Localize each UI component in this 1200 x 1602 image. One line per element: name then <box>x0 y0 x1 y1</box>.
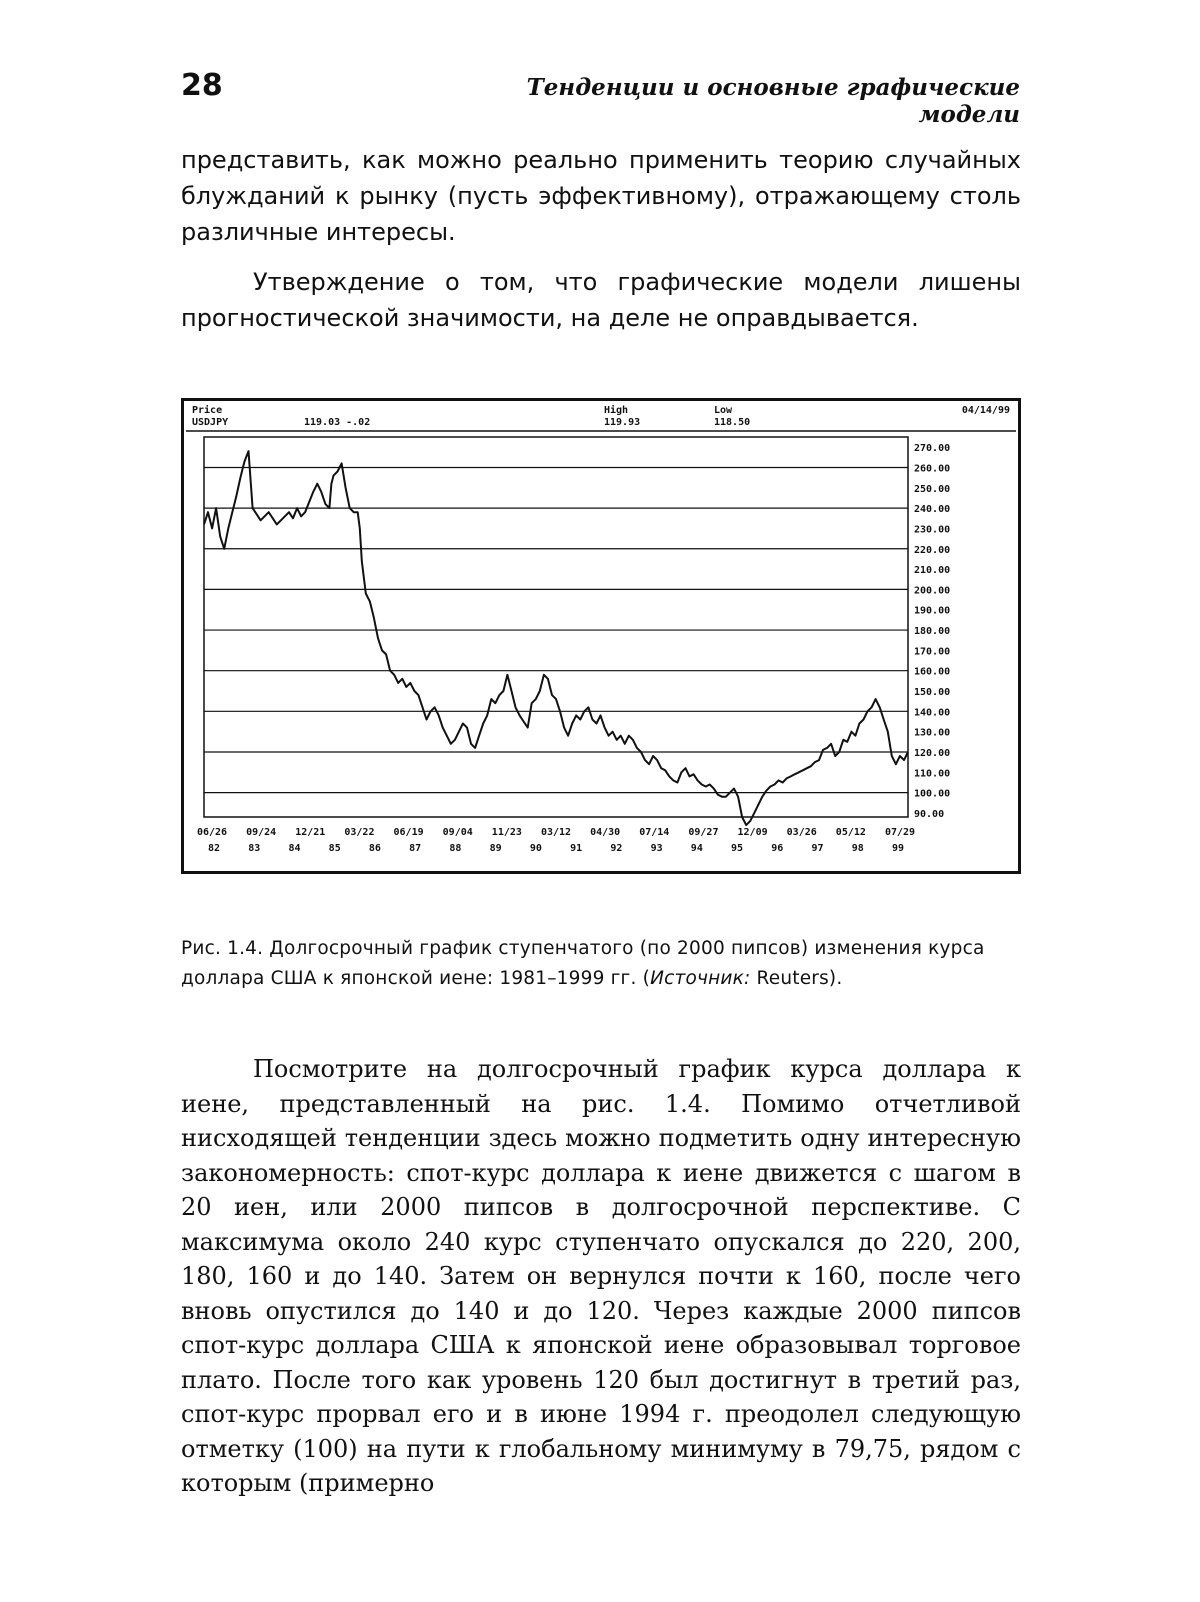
chart-x-date-label: 05/12 <box>835 827 866 838</box>
figure-caption <box>181 934 1021 994</box>
usdjpy-chart <box>181 398 1021 874</box>
chart-x-year-label: 94 <box>690 843 703 854</box>
chart-x-year-label: 89 <box>489 843 502 854</box>
intro-text <box>181 142 1021 350</box>
chart-x-year-label: 85 <box>328 843 341 854</box>
chart-y-tick-label: 140.00 <box>914 707 951 719</box>
chart-high-value: 119.93 <box>604 417 641 428</box>
running-head: Тенденции и основные графические модели <box>526 74 1020 128</box>
chart-x-date-label: 07/29 <box>884 827 916 838</box>
chart-x-date-label: 03/26 <box>786 827 817 838</box>
chart-x-year-label: 88 <box>449 843 462 854</box>
chart-y-tick-label: 200.00 <box>914 585 951 597</box>
chart-x-date-label: 04/30 <box>590 827 621 838</box>
chart-y-tick-label: 170.00 <box>914 646 951 658</box>
chart-date: 04/14/99 <box>961 405 1010 416</box>
chart-x-date-label: 09/04 <box>442 827 473 838</box>
chart-x-date-label: 12/09 <box>737 827 768 838</box>
chart-x-year-label: 92 <box>610 843 623 854</box>
chart-x-year-label: 99 <box>891 843 905 854</box>
chart-high-label: High <box>604 405 629 416</box>
chart-symbol: USDJPY <box>192 417 229 428</box>
chart-y-tick-label: 190.00 <box>914 605 951 617</box>
chart-y-tick-label: 160.00 <box>914 666 951 678</box>
chart-y-tick-label: 260.00 <box>914 463 951 475</box>
body-paragraph: Посмотрите на долгосрочный график курса доллара к иене, представленный на рис. 1.4. Помимо отчетливой нисходящей тенденции здесь можно подметить одну интересную закономерность: спот-курс доллара к иене движется с шагом в 20 иен, или 2000 пипсов в долгосрочной перспективе. С максимума около 240 курс ступенчато опускался до 220, 200, 180, 160 и до 140. Затем он вернулся почти к 160, после чего вновь опустился до 140 и до 120. Через каждые 2000 пипсов спот-курс доллара США к японской иене образовывал торговое плато. После того как уровень 120 был достигнут в третий раз, спот-курс прорвал его и в июне 1994 г. преодолел следующую отметку (100) на пути к глобальному минимуму в 79,75, рядом с которым (примерно <box>181 1055 1021 1497</box>
chart-x-date-label: 12/21 <box>295 827 326 838</box>
chart-low-label: Low <box>714 405 733 416</box>
chart-y-ticks <box>914 443 950 820</box>
chart-price-line <box>204 451 908 825</box>
chart-x-year-label: 97 <box>811 843 824 854</box>
chart-x-year-label: 84 <box>288 843 301 854</box>
chart-y-tick-label: 110.00 <box>914 768 951 780</box>
chart-x-year-label: 91 <box>570 843 583 854</box>
chart-y-tick-label: 230.00 <box>914 524 951 536</box>
chart-x-date-label: 03/12 <box>540 827 572 838</box>
chart-y-tick-label: 210.00 <box>914 565 951 577</box>
chart-x-year-label: 87 <box>409 843 422 854</box>
chart-x-date-label: 09/24 <box>246 827 277 838</box>
chart-x-date-label: 09/27 <box>688 827 719 838</box>
chart-x-date-label: 11/23 <box>491 827 522 838</box>
chart-plot-frame <box>204 437 908 817</box>
chart-x-year-label: 98 <box>851 843 864 854</box>
chart-low-value: 118.50 <box>714 417 751 428</box>
chart-x-year-label: 86 <box>368 843 381 854</box>
chart-y-tick-label: 250.00 <box>914 483 951 495</box>
chart-y-tick-label: 270.00 <box>914 443 951 455</box>
caption-source-label: Источник: <box>650 968 751 989</box>
chart-gridlines <box>204 467 908 792</box>
caption-main: Рис. 1.4. Долгосрочный график ступенчатого (по 2000 пипсов) изменения курса доллара США к японской иене: 1981–1999 гг. ( <box>181 938 985 989</box>
page-number: 28 <box>181 68 223 103</box>
chart-x-year-label: 90 <box>529 843 542 854</box>
chart-x-date-label: 07/14 <box>639 827 670 838</box>
chart-x-date-label: 03/22 <box>344 827 375 838</box>
chart-x-year-label: 83 <box>248 843 261 854</box>
chart-x-year-label: 95 <box>731 843 744 854</box>
chart-y-tick-label: 150.00 <box>914 687 951 699</box>
chart-y-tick-label: 130.00 <box>914 727 951 739</box>
chart-y-tick-label: 220.00 <box>914 544 951 556</box>
chart-y-tick-label: 240.00 <box>914 504 951 516</box>
chart-x-ticks <box>197 827 915 854</box>
chart-y-tick-label: 100.00 <box>914 788 951 800</box>
intro-paragraph-1: представить, как можно реально применить теорию случайных блужданий к рынку (пусть эффективному), отражающему столь различные интересы. <box>181 146 1021 246</box>
chart-canvas <box>184 401 1018 871</box>
chart-x-date-label: 06/19 <box>393 827 424 838</box>
chart-y-tick-label: 90.00 <box>914 808 945 820</box>
chart-price-label: Price <box>192 405 223 416</box>
chart-x-year-label: 82 <box>207 843 221 854</box>
intro-paragraph-2: Утверждение о том, что графические модели лишены прогностической значимости, на деле не оправдывается. <box>181 268 1021 332</box>
chart-x-date-label: 06/26 <box>196 827 228 838</box>
chart-last-price: 119.03 -.02 <box>304 417 371 428</box>
caption-source-value: Reuters). <box>750 968 843 989</box>
chart-x-year-label: 96 <box>771 843 784 854</box>
chart-y-tick-label: 120.00 <box>914 747 951 759</box>
chart-x-year-label: 93 <box>650 843 663 854</box>
chart-y-tick-label: 180.00 <box>914 626 951 638</box>
